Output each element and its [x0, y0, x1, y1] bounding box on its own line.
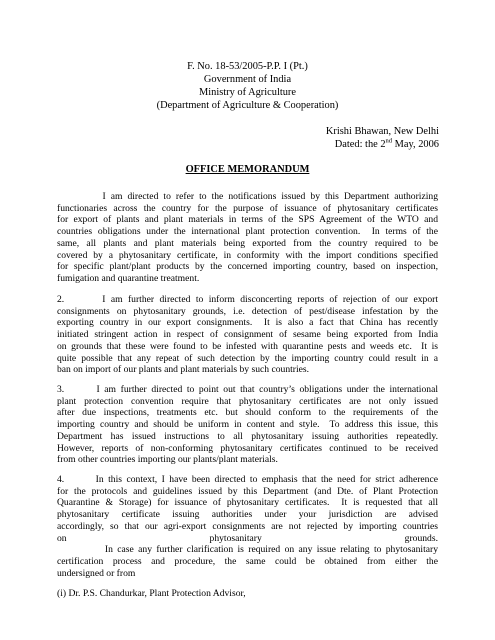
paragraph-line: Department has issued instructions to all phytosanitary issuing authorities repeatedly. — [57, 430, 438, 442]
paragraph-line: after due inspections, treatments etc. but should conform to the requirements of the — [57, 407, 438, 419]
contact-list-item: (i) Dr. P.S. Chandurkar, Plant Protection Advisor, — [57, 588, 246, 599]
government-line: Government of India — [203, 74, 292, 85]
paragraph-line: from other countries importing our plants/plant materials. — [57, 454, 278, 466]
paragraph-line: for specific plant/plant products by the concerned importing country, based on inspection, — [57, 261, 438, 273]
paragraph-line: for export of plants and plant materials in terms of the SPS Agreement of the WTO and — [57, 214, 438, 226]
location: Krishi Bhawan, New Delhi — [325, 126, 439, 137]
paragraph-line: for the protocols and guidelines issued by this Department (and Dte. of Plant Protection — [57, 485, 438, 497]
department-line: (Department of Agriculture & Cooperation) — [156, 100, 339, 111]
date-line: Dated: the 2nd May, 2006 — [334, 137, 439, 150]
paragraph-line: 3. I am further directed to point out that country’s obligations under the international — [57, 384, 438, 395]
paragraph-1 — [57, 191, 438, 285]
paragraph-line: initiated stringent action in respect of consignment of sesame being exported from India — [57, 329, 438, 341]
paragraph-3 — [57, 384, 438, 466]
paragraph-line: However, reports of non-conforming phytosanitary certificates continued to be received — [57, 442, 438, 454]
paragraph-line: Quarantine & Storage) for issuance of phytosanitary certificates. It is requested that all — [57, 497, 438, 509]
file-number: F. No. 18-53/2005-P.P. I (Pt.) — [187, 61, 308, 72]
paragraph-line: In case any further clarification is required on any issue relating to phytosanitary — [57, 544, 438, 556]
paragraph-line: exporting country in our export consignments. It is also a fact that China has recently — [57, 317, 438, 329]
paragraph-2 — [57, 294, 438, 376]
paragraph-line: quite possible that any repeat of such detection by the importing country could result in a — [57, 352, 438, 364]
paragraph-line: importing country and should be uniform in content and style. To address this issue, this — [57, 419, 438, 431]
paragraph-line: 4. In this context, I have been directed to emphasis that the need for strict adherence — [57, 474, 438, 485]
memo-title: OFFICE MEMORANDUM — [185, 164, 310, 175]
paragraph-line: on phytosanitary grounds. — [57, 532, 438, 544]
paragraph-line: undersigned or from — [57, 567, 136, 579]
paragraph-line: functionaries across the country for the purpose of issuance of phytosanitary certificates — [57, 202, 438, 214]
place-and-date — [326, 125, 439, 151]
paragraph-line: same, all plants and plant materials being exported from the country required to be — [57, 237, 438, 249]
paragraph-line: countries obligations under the international plant protection convention. In terms of the — [57, 226, 438, 238]
ministry-line: Ministry of Agriculture — [199, 87, 296, 98]
paragraph-4 — [57, 474, 438, 579]
paragraph-line: consignments on phytosanitary grounds, i.e. detection of pest/disease infestation by the — [57, 305, 438, 317]
paragraph-line: on grounds that these were found to be infested with quarantine pests and weeds etc. It is — [57, 340, 438, 352]
paragraph-line: phytosanitary certificate issuing authorities under your jurisdiction are advised — [57, 509, 438, 521]
paragraph-line: ban on import of our plants and plant materials by such countries. — [57, 364, 310, 376]
paragraph-line: plant protection convention require that phytosanitary certificates are not only issued — [57, 395, 438, 407]
paragraph-line: I am directed to refer to the notifications issued by this Department authorizing — [57, 191, 438, 202]
paragraph-line: covered by a phytosanitary certificate, in conformity with the import conditions specified — [57, 249, 438, 261]
paragraph-line: fumigation and quarantine treatment. — [57, 272, 200, 284]
paragraph-line: accordingly, so that our agri-export consignments are not rejected by importing countries — [57, 520, 438, 532]
letterhead — [0, 60, 495, 112]
paragraph-line: 2. I am further directed to inform disconcerting reports of rejection of our export — [57, 294, 438, 305]
paragraph-line: certification process and procedure, the same could be obtained from either the — [57, 555, 438, 567]
